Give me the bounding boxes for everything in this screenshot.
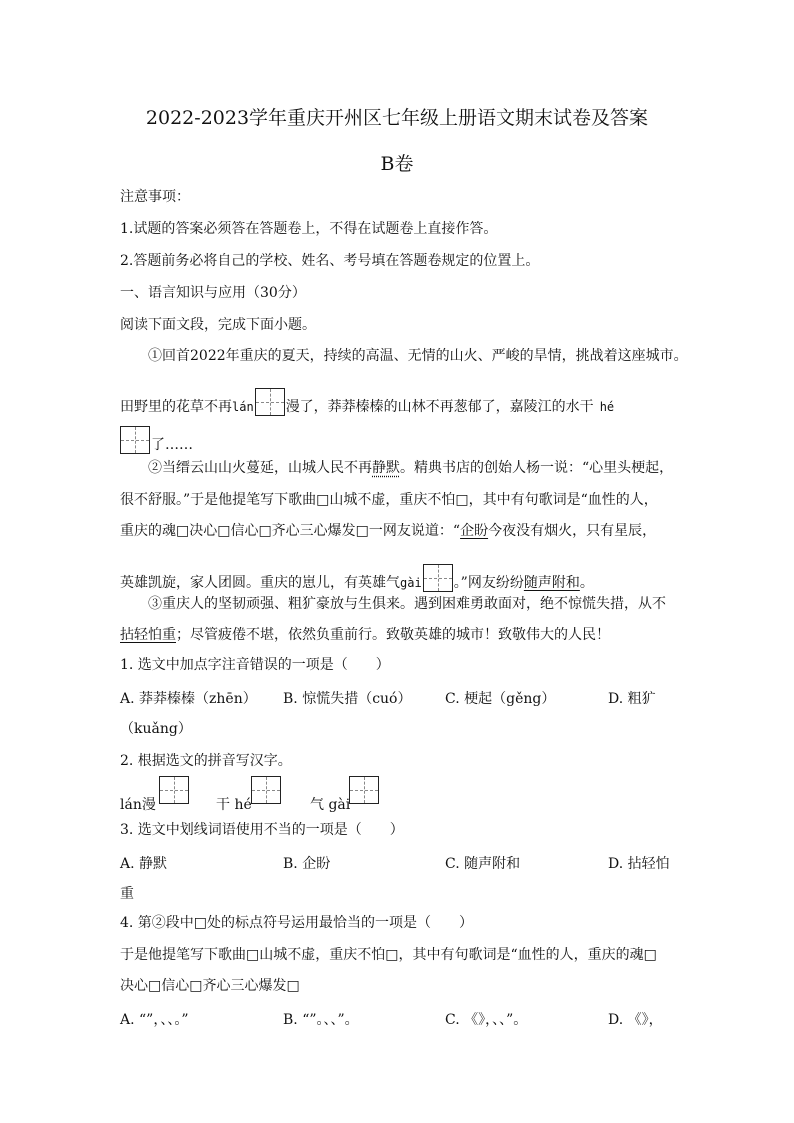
- q4-option-c[interactable]: C. 《》，、、”。: [445, 1012, 528, 1028]
- underlined-word-jingmo: 静默: [372, 460, 400, 476]
- q1-option-a[interactable]: A. 莽莽榛榛（zhēn）: [120, 691, 257, 707]
- q4-option-b[interactable]: B. “”。、、”。: [283, 1012, 359, 1028]
- question-4-stem: 4. 第②段中□处的标点符号运用最恰当的一项是（ ）: [120, 915, 474, 931]
- para2-text-a: ②当缙云山山火蔓延，山城人民不再: [148, 460, 372, 476]
- answer-box-lan[interactable]: [255, 388, 285, 416]
- answer-box-q2-a[interactable]: [159, 776, 189, 804]
- q2-item-c: 气 gài: [310, 797, 351, 813]
- para2-text-f: 。”网友纷纷: [453, 575, 524, 591]
- pinyin-gai: gài: [400, 576, 422, 590]
- notes-heading: 注意事项：: [120, 189, 190, 205]
- document-title: 2022-2023学年重庆开州区七年级上册语文期末试卷及答案: [145, 107, 649, 129]
- q3-option-a[interactable]: A. 静默: [120, 856, 168, 872]
- para3-line1: ③重庆人的坚韧顽强、粗犷豪放与生俱来。遇到困难勇敢面对，绝不惊慌失措，从不: [148, 596, 666, 612]
- q4-context-line1: 于是他提笔写下歌曲□山城不虚，重庆不怕□，其中有句歌词是“血性的人，重庆的魂□: [120, 947, 657, 963]
- q2-box-c-wrap: [348, 776, 380, 804]
- underlined-word-nianqing: 拈轻怕重: [120, 627, 176, 643]
- q3-option-b[interactable]: B. 企盼: [283, 856, 331, 872]
- q1-option-d-cont: （kuǎng）: [120, 721, 192, 737]
- underlined-word-qipan: 企盼: [460, 523, 489, 539]
- pinyin-he: hé: [599, 400, 615, 414]
- q1-option-c[interactable]: C. 梗起（gěng）: [445, 691, 556, 707]
- para3-line2: [120, 626, 610, 644]
- answer-box-q2-b[interactable]: [251, 776, 281, 804]
- note-item-1: 1.试题的答案必须答在答题卷上，不得在试题卷上直接作答。: [120, 221, 498, 237]
- para2-line4: [120, 564, 594, 592]
- question-3-stem: 3. 选文中划线词语使用不当的一项是（ ）: [120, 822, 404, 838]
- para2-text-b: 。精典书店的创始人杨一说：“心里头梗起，: [400, 460, 674, 476]
- q3-option-d[interactable]: D. 拈轻怕: [608, 856, 670, 872]
- para2-line2: 很不舒服。”于是他提笔写下歌曲□山城不虚，重庆不怕□，其中有句歌词是“血性的人，: [120, 492, 658, 508]
- underlined-word-suisheng: 随声附和: [523, 575, 580, 591]
- answer-box-he[interactable]: [120, 426, 150, 454]
- q2-box-b-wrap: [250, 776, 282, 804]
- q4-option-a[interactable]: A. “”，、、。”: [120, 1012, 189, 1028]
- para1-line3: [120, 426, 193, 454]
- reading-instruction: 阅读下面文段，完成下面小题。: [120, 317, 316, 333]
- para2-text-e: 英雄凯旋，家人团圆。重庆的崽儿，有英雄气: [120, 575, 400, 591]
- q2-box-a-wrap: [158, 776, 190, 804]
- pinyin-lan: lán: [232, 400, 254, 414]
- section-heading: 一、语言知识与应用（30分）: [120, 285, 306, 301]
- answer-box-gai[interactable]: [423, 564, 453, 592]
- q3-option-c[interactable]: C. 随声附和: [445, 856, 521, 872]
- para2-text-c: 重庆的魂□决心□信心□齐心三心爆发□一网友说道：“: [120, 523, 461, 539]
- question-1-stem: 1. 选文中加点字注音错误的一项是（ ）: [120, 657, 390, 673]
- para3-text: ；尽管疲倦不堪，依然负重前行。致敬英雄的城市！致敬伟大的人民！: [176, 627, 610, 643]
- para2-line3: [120, 522, 656, 540]
- para2-text-g: 。: [579, 575, 594, 591]
- q1-option-d[interactable]: D. 粗犷: [608, 691, 656, 707]
- q2-item-a: lán漫: [120, 797, 156, 813]
- para1-line2: [120, 388, 614, 416]
- q1-option-b[interactable]: B. 惊慌失措（cuó）: [283, 691, 412, 707]
- q3-option-d-cont: 重: [120, 886, 134, 902]
- answer-box-q2-c[interactable]: [349, 776, 379, 804]
- para1-text-c: 了……: [151, 437, 193, 453]
- q2-item-b: 干 hé: [216, 797, 252, 813]
- para2-text-d: 今夜没有烟火，只有星辰，: [488, 523, 657, 539]
- q4-option-d[interactable]: D. 《》，: [608, 1012, 663, 1028]
- q4-context-line2: 决心□信心□齐心三心爆发□: [120, 978, 300, 994]
- para2-line1: [148, 459, 673, 477]
- para1-text-a: 田野里的花草不再: [120, 399, 232, 415]
- note-item-2: 2.答题前务必将自己的学校、姓名、考号填在答题卷规定的位置上。: [120, 253, 540, 269]
- para1-text-b: 漫了，莽莽榛榛的山林不再葱郁了，嘉陵江的水干: [285, 399, 594, 415]
- para1-line1: ①回首2022年重庆的夏天，持续的高温、无情的山火、严峻的旱情，挑战着这座城市。: [148, 348, 688, 364]
- document-subtitle: B卷: [380, 153, 414, 175]
- question-2-stem: 2. 根据选文的拼音写汉字。: [120, 753, 292, 769]
